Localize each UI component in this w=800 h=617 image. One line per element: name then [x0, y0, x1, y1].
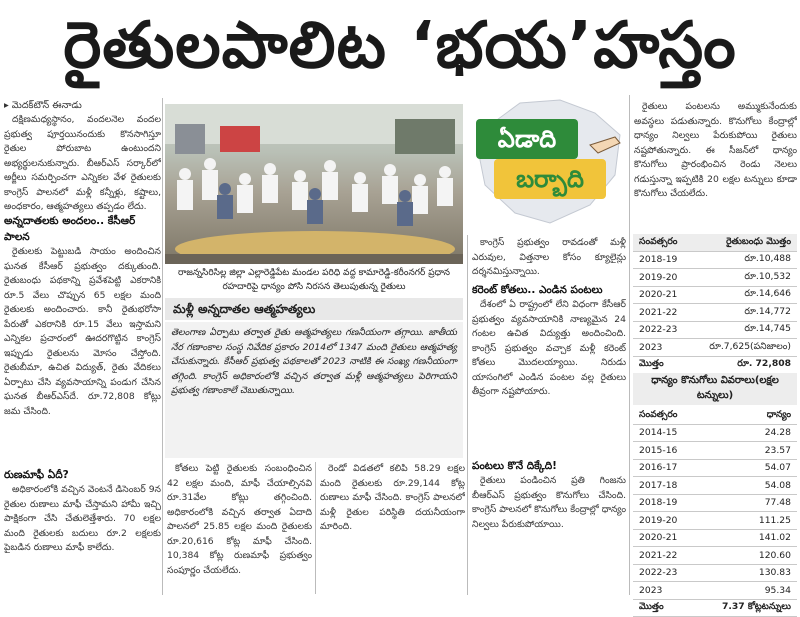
badge-year: ఏడాది [497, 125, 557, 153]
table-cell-year: 2022-23 [633, 321, 690, 339]
table-cell-year: 2020-21 [633, 529, 696, 547]
table-cell-grain: 24.28 [696, 424, 797, 442]
table-cell-grain: 95.34 [696, 582, 797, 600]
intro-text [4, 113, 161, 213]
table-cell-year: 2021-22 [633, 547, 696, 565]
subhead-loan-waiver: రుణమాఫీ ఏదీ? [4, 469, 69, 481]
table-row [633, 494, 797, 512]
table-cell-amount: రూ.14,772 [690, 304, 797, 322]
table-total-label: మొత్తం [633, 356, 690, 374]
divider [629, 95, 630, 595]
table-cell-year: 2021-22 [633, 304, 690, 322]
table-row [633, 547, 797, 565]
table-row [633, 251, 797, 269]
table-cell-year: 2022-23 [633, 564, 696, 582]
column-6-paragraph: రైతులు పంటలను అమ్ముకునేందుకు అవస్థలు పడుతున్నారు. కొనుగోలు కేంద్రాల్లో ధాన్యం నిల్వలు పేరుకుపోయి రైతులు నష్టపోతున్నారు. ఈ సీజన్‌లో ధాన్యం కొనుగోలు ప్రారంభించిన రెండు నెలలు గడుస్తున్నా ఇప్పటికి 20 లక్షల టన్నులు కూడా కొనుగోలు చేయలేదు. [634, 101, 797, 199]
table-cell-grain: 23.57 [696, 442, 797, 460]
byline: ▸ మెదక్‌టౌన్‌ ఈనాడు [4, 100, 82, 111]
box-text: తెలంగాణ ఏర్పాటు తర్వాత రైతు ఆత్మహత్యలు గణనీయంగా తగ్గాయి. జాతీయ నేర గణాంకాల సంస్థ నివేదిక ప్రకారం 2014లో 1347 మంది రైతులు ఆత్మహత్య చేసుకున్నారు. కేసీఆర్‌ ప్రభుత్వ పథకాలతో 2023 నాటికి ఈ సంఖ్య గణనీయంగా తగ్గింది. కాంగ్రెస్‌ అధికారంలోకి వచ్చిన తర్వాత మళ్లీ ఆత్మహత్యలు పెరిగాయని ప్రభుత్వ గణాంకాలే చెబుతున్నాయి. [165, 322, 463, 458]
table-row [633, 286, 797, 304]
box-title: మళ్లీ అన్నదాతల ఆత్మహత్యలు [165, 298, 463, 320]
table-header-row [633, 234, 797, 251]
divider [467, 235, 468, 595]
table-header-row [633, 407, 797, 424]
table-cell-amount: రూ.7,625(పనిజాలం) [690, 339, 797, 357]
subhead-kcr-rule: అన్నదాతలకు అందలం.. కేసీఆర్‌ పాలన [4, 215, 136, 243]
table-header-amount: రైతుబంధు మొత్తం [690, 234, 797, 251]
table-cell-grain: 54.07 [696, 459, 797, 477]
protest-photo [165, 104, 463, 264]
table-cell-year: 2019-20 [633, 512, 696, 530]
column-1-body [4, 245, 161, 467]
byline-text: మెదక్‌టౌన్‌ ఈనాడు [11, 100, 82, 111]
table-header-year: సంవత్సరం [633, 234, 690, 251]
column-5-intro-paragraph: కాంగ్రెస్‌ ప్రభుత్వం రావడంతో మళ్లీ ఎరువుల, విత్తనాల కోసం క్యూలైన్లు దర్శనమిస్తున్నాయి. [472, 237, 626, 277]
telangana-map-badge [470, 95, 630, 230]
column-5-body [472, 298, 626, 458]
table-row [633, 424, 797, 442]
table-cell-grain: 111.25 [696, 512, 797, 530]
headline: రైతులపాలిట ‘భయ’హస్తం [63, 9, 737, 83]
table-cell-grain: 141.02 [696, 529, 797, 547]
table-cell-grain: 130.83 [696, 564, 797, 582]
table-cell-amount: రూ.10,488 [690, 251, 797, 269]
column-5-intro [472, 236, 626, 282]
table-cell-year: 2023 [633, 339, 690, 357]
divider [162, 98, 163, 595]
table-cell-year: 2020-21 [633, 286, 690, 304]
table-row [633, 529, 797, 547]
table-row [633, 512, 797, 530]
table-row [633, 564, 797, 582]
table-row [633, 442, 797, 460]
table-cell-year: 2017-18 [633, 477, 696, 495]
column-3-paragraph: కోతలు పెట్టి రైతులకు సంబంధించిన 42 లక్షల మంది, మాఫీ చేయాల్సినవి రూ.31వేల కోట్లు తగ్గించింది. అధికారంలోకి వచ్చిన తర్వాత ఏదాది పాలనలో 25.85 లక్షల మంది రైతులకు రూ.20,616 కోట్ల మాఫీ చేసింది. 10,384 కోట్ల రుణమాఫీ ప్రభుత్వం సంపూర్ణం చేయలేదు. [167, 463, 312, 576]
rythu-bandhu-table [633, 234, 797, 374]
table-row [633, 304, 797, 322]
column-5b-body [472, 474, 626, 588]
table-total-row [633, 356, 797, 374]
grain-procurement-table [633, 407, 797, 617]
protest-photo-illustration [165, 104, 463, 264]
table-row [633, 582, 797, 600]
column-5 [472, 236, 626, 594]
column-6-body [634, 100, 797, 230]
table-cell-year: 2014-15 [633, 424, 696, 442]
column-3-body [167, 462, 312, 594]
table-header-grain: ధాన్యం [696, 407, 797, 424]
table-total-value: రూ. 72,808 [690, 356, 797, 374]
table-cell-year: 2016-17 [633, 459, 696, 477]
table-total-label: మొత్తం [633, 599, 696, 617]
table-row [633, 339, 797, 357]
table-cell-amount: రూ.14,745 [690, 321, 797, 339]
table-cell-grain: 54.08 [696, 477, 797, 495]
table-total-value: 7.37 కోట్లటన్నులు [696, 599, 797, 617]
table-cell-grain: 77.48 [696, 494, 797, 512]
subhead-crop-procurement: పంటలు కొనే దిక్కేది! [472, 460, 557, 472]
table-row [633, 459, 797, 477]
photo-caption: రాజన్నసిరిసిల్ల జిల్లా ఎల్లారెడ్డిపేట మండల పరిధి వద్ద కామారెడ్డి-కరీంనగర్‌ ప్రధాన రహదారిపై ధాన్యం పోసి నిరసన తెలుపుతున్న రైతులు [178, 268, 450, 292]
divider [315, 462, 316, 594]
table-cell-amount: రూ.14,646 [690, 286, 797, 304]
table-cell-year: 2023 [633, 582, 696, 600]
column-5-paragraph: దేశంలో ఏ రాష్ట్రంలో లేని విధంగా కేసీఆర్‌ ప్రభుత్వం వ్యవసాయానికి నాణ్యమైన 24 గంటల ఉచిత విద్యుత్తు అందించింది. కాంగ్రెస్‌ ప్రభుత్వం వచ్చాక మళ్లీ కరెంట్‌ కోతలు మొదలయ్యాయి. నిరుడు యాసంగిలో ఎండిన పంటల వల్ల రైతులు తీవ్రంగా నష్టపోయారు. [472, 299, 626, 397]
grain-procurement-title: ధాన్యం కొనుగోలు వివరాలు(లక్షల టన్నులు) [633, 373, 797, 405]
table-cell-year: 2018-19 [633, 494, 696, 512]
column-4-body [320, 462, 465, 594]
table-row [633, 269, 797, 287]
table-cell-year: 2018-19 [633, 251, 690, 269]
badge-ruin: బర్బాది [516, 165, 584, 193]
intro-paragraph: దక్షిణమధ్యస్థానం, వందలనెల వందల ప్రభుత్వ పూర్తయినందుకు కొనసాగిస్తూ రైతుల పోరుబాట ఉంటుందని అభ్యర్థులనుకున్నారు. బీఆర్‌ఎస్‌ సర్కార్‌లో అర్జీలు సమర్పించగా ఎన్నికల వేళ రైతులకు కాంగ్రెస్‌ పాలనలో మళ్లీ కన్నీళ్లు, కష్టాలు, అంధకారం, ఆత్మహత్యలు తప్పడం లేదు. [4, 114, 161, 212]
table-cell-amount: రూ.10,532 [690, 269, 797, 287]
subhead-power-cuts: కరెంట్‌ కోతలు.. ఎండిన పంటలు [472, 284, 603, 296]
table-row [633, 321, 797, 339]
table-total-row [633, 599, 797, 617]
column-1b-paragraph: అధికారంలోకి వచ్చిన వెంటనే డిసెంబర్‌ 9న రైతుల రుణాలు మాఫీ చేస్తామని హామీ ఇచ్చి పాక్షికంగా చేసి చేతులెత్తేశారు. 70 లక్షల మంది రైతులకు బదులు రూ.2 లక్షలకు పైబడిన రుణాలు మాఫీ కాలేదు. [4, 484, 161, 553]
table-cell-year: 2015-16 [633, 442, 696, 460]
table-cell-grain: 120.60 [696, 547, 797, 565]
column-5b-paragraph: రైతులు పండించిన ప్రతి గింజను బీఆర్‌ఎస్‌ ప్రభుత్వం కొనుగోలు చేసింది. కాంగ్రెస్‌ పాలనలో కొనుగోలు కేంద్రాల్లో ధాన్యం నిల్వలు పేరుకుపోయాయి. [472, 475, 626, 530]
table-header-year: సంవత్సరం [633, 407, 696, 424]
column-1 [4, 100, 161, 595]
column-1-paragraph: రైతులకు పెట్టుబడి సాయం అందించిన ఘనత కేసీఆర్‌ ప్రభుత్వం దక్కుతుంది. రైతుబంధు పథకాన్ని ప్రవేశపెట్టి ఎకరానికి రూ.5 వేలు చొప్పున 65 లక్షల మంది రైతులకు అందించారు. కానీ రైతుభరోసా పేరుతో ఎకరానికి రూ.15 వేలు ఇస్తామని ఎన్నికల ప్రచారంలో ఊదరగొట్టిన కాంగ్రెస్‌ ఇప్పుడు రైతులను మోసం చేస్తోంది. రైతుబీమా, ఉచిత విద్యుత్‌, రైతు వేదికలు ఏర్పాటు చేసి వ్యవసాయాన్ని పండుగ చేసిన ఘనత బీఆర్‌ఎస్‌దే. రూ.72,808 కోట్లు జమ చేసింది. [4, 246, 161, 417]
table-cell-year: 2019-20 [633, 269, 690, 287]
column-4-paragraph: రెండో విడతలో కలిపి 58.29 లక్షల మంది రైతులకు రూ.29,144 కోట్ల రుణాలు మాఫీ చేసింది. కాంగ్రెస్‌ పాలనలో మళ్లీ రైతుల పరిస్థితి దయనీయంగా మారింది. [320, 463, 465, 532]
column-1b-body [4, 483, 161, 595]
table-row [633, 477, 797, 495]
